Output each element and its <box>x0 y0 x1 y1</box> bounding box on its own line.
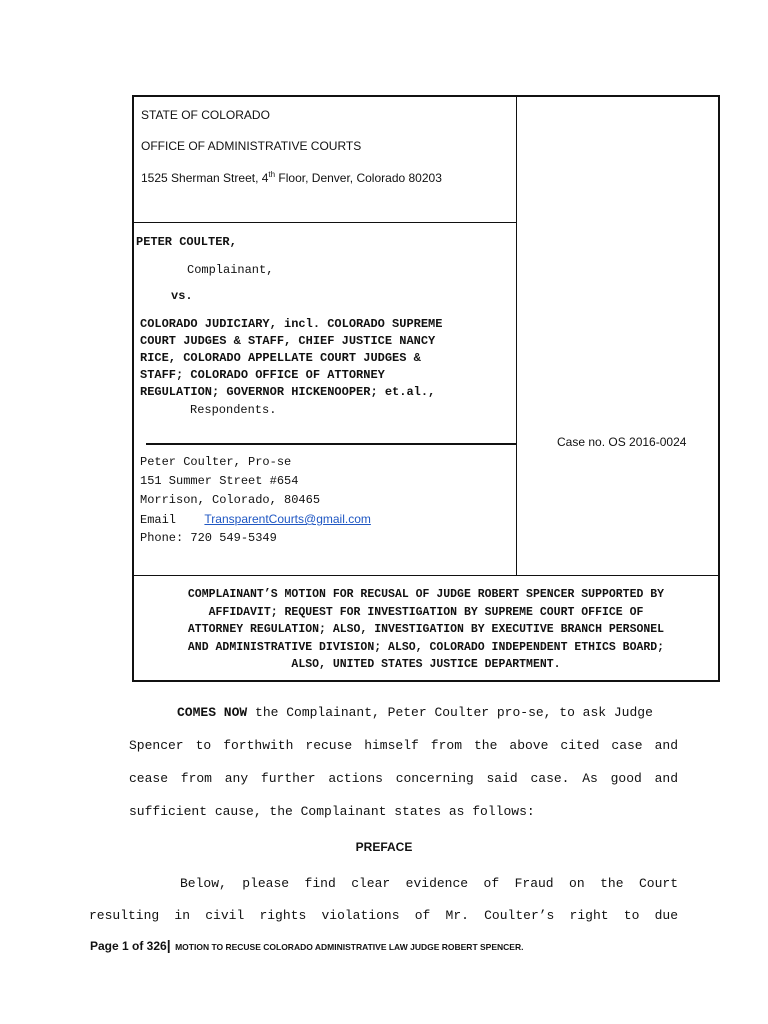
versus-label: vs. <box>171 289 193 303</box>
filer-city: Morrison, Colorado, 80465 <box>140 493 321 507</box>
filer-phone: Phone: 720 549-5349 <box>140 531 277 545</box>
intro-text: the Complainant, Peter Coulter pro-se, to ask Judge <box>247 705 653 720</box>
court-header <box>134 97 516 223</box>
title-line: COMPLAINANT’S MOTION FOR RECUSAL OF JUDGE ROBERT SPENCER SUPPORTED BY <box>187 588 665 601</box>
page-number: Page 1 of 326 <box>90 939 167 953</box>
respondents-line: STAFF; COLORADO OFFICE OF ATTORNEY <box>140 368 385 382</box>
title-line: ATTORNEY REGULATION; ALSO, INVESTIGATION BY EXECUTIVE BRANCH PERSONEL <box>187 623 665 636</box>
caption-right-column <box>517 97 720 575</box>
respondents-role: Respondents. <box>190 403 277 417</box>
motion-title <box>138 586 714 674</box>
body-paragraph-1-line-3: cease from any further actions concerning said case. As good and <box>129 771 678 786</box>
body-paragraph-1-line-1 <box>177 705 653 720</box>
page-footer <box>90 937 523 955</box>
body-paragraph-1-line-2: Spencer to forthwith recuse himself from the above cited case and <box>129 738 678 753</box>
footer-bar: | <box>166 937 171 953</box>
state-name: STATE OF COLORADO <box>141 108 270 122</box>
preface-heading: PREFACE <box>355 840 413 854</box>
filer-name: Peter Coulter, Pro-se <box>140 455 292 469</box>
case-caption-box <box>132 95 720 682</box>
body-paragraph-1-line-4: sufficient cause, the Complainant states as follows: <box>129 804 535 819</box>
footer-title: MOTION TO RECUSE COLORADO ADMINISTRATIVE LAW JUDGE ROBERT SPENCER. <box>175 942 524 952</box>
case-number: Case no. OS 2016-0024 <box>557 435 687 449</box>
filer-street: 151 Summer Street #654 <box>140 474 299 488</box>
title-line: ALSO, UNITED STATES JUSTICE DEPARTMENT. <box>291 658 561 671</box>
email-link[interactable]: TransparentCourts@gmail.com <box>204 512 371 526</box>
email-label: Email <box>140 513 177 527</box>
caption-divider <box>146 443 516 445</box>
address-end: Floor, Denver, Colorado 80203 <box>275 171 442 185</box>
respondents-line: COLORADO JUDICIARY, incl. COLORADO SUPREME <box>140 317 443 331</box>
address-superscript: th <box>268 170 276 179</box>
court-address <box>141 170 442 185</box>
caption-left-column <box>134 97 517 575</box>
title-line: AFFIDAVIT; REQUEST FOR INVESTIGATION BY SUPREME COURT OFFICE OF <box>208 605 644 619</box>
complainant-role: Complainant, <box>187 263 274 277</box>
respondents-line: COURT JUDGES & STAFF, CHIEF JUSTICE NANCY <box>140 334 436 348</box>
address-start: 1525 Sherman Street, 4 <box>141 171 269 185</box>
office-name: OFFICE OF ADMINISTRATIVE COURTS <box>141 139 362 153</box>
title-line: AND ADMINISTRATIVE DIVISION; ALSO, COLORADO INDEPENDENT ETHICS BOARD; <box>187 640 665 654</box>
respondents-line: RICE, COLORADO APPELLATE COURT JUDGES & <box>140 351 421 365</box>
respondents-line: REGULATION; GOVERNOR HICKENOOPER; et.al., <box>140 385 436 399</box>
motion-title-block <box>134 575 718 683</box>
complainant-name: PETER COULTER, <box>136 235 237 249</box>
body-paragraph-2-line-1: Below, please find clear evidence of Fraud on the Court <box>180 876 678 891</box>
comes-now-bold: COMES NOW <box>177 705 248 720</box>
filer-email-row <box>140 512 371 527</box>
body-paragraph-2-line-2: resulting in civil rights violations of Mr. Coulter’s right to due <box>89 908 678 923</box>
